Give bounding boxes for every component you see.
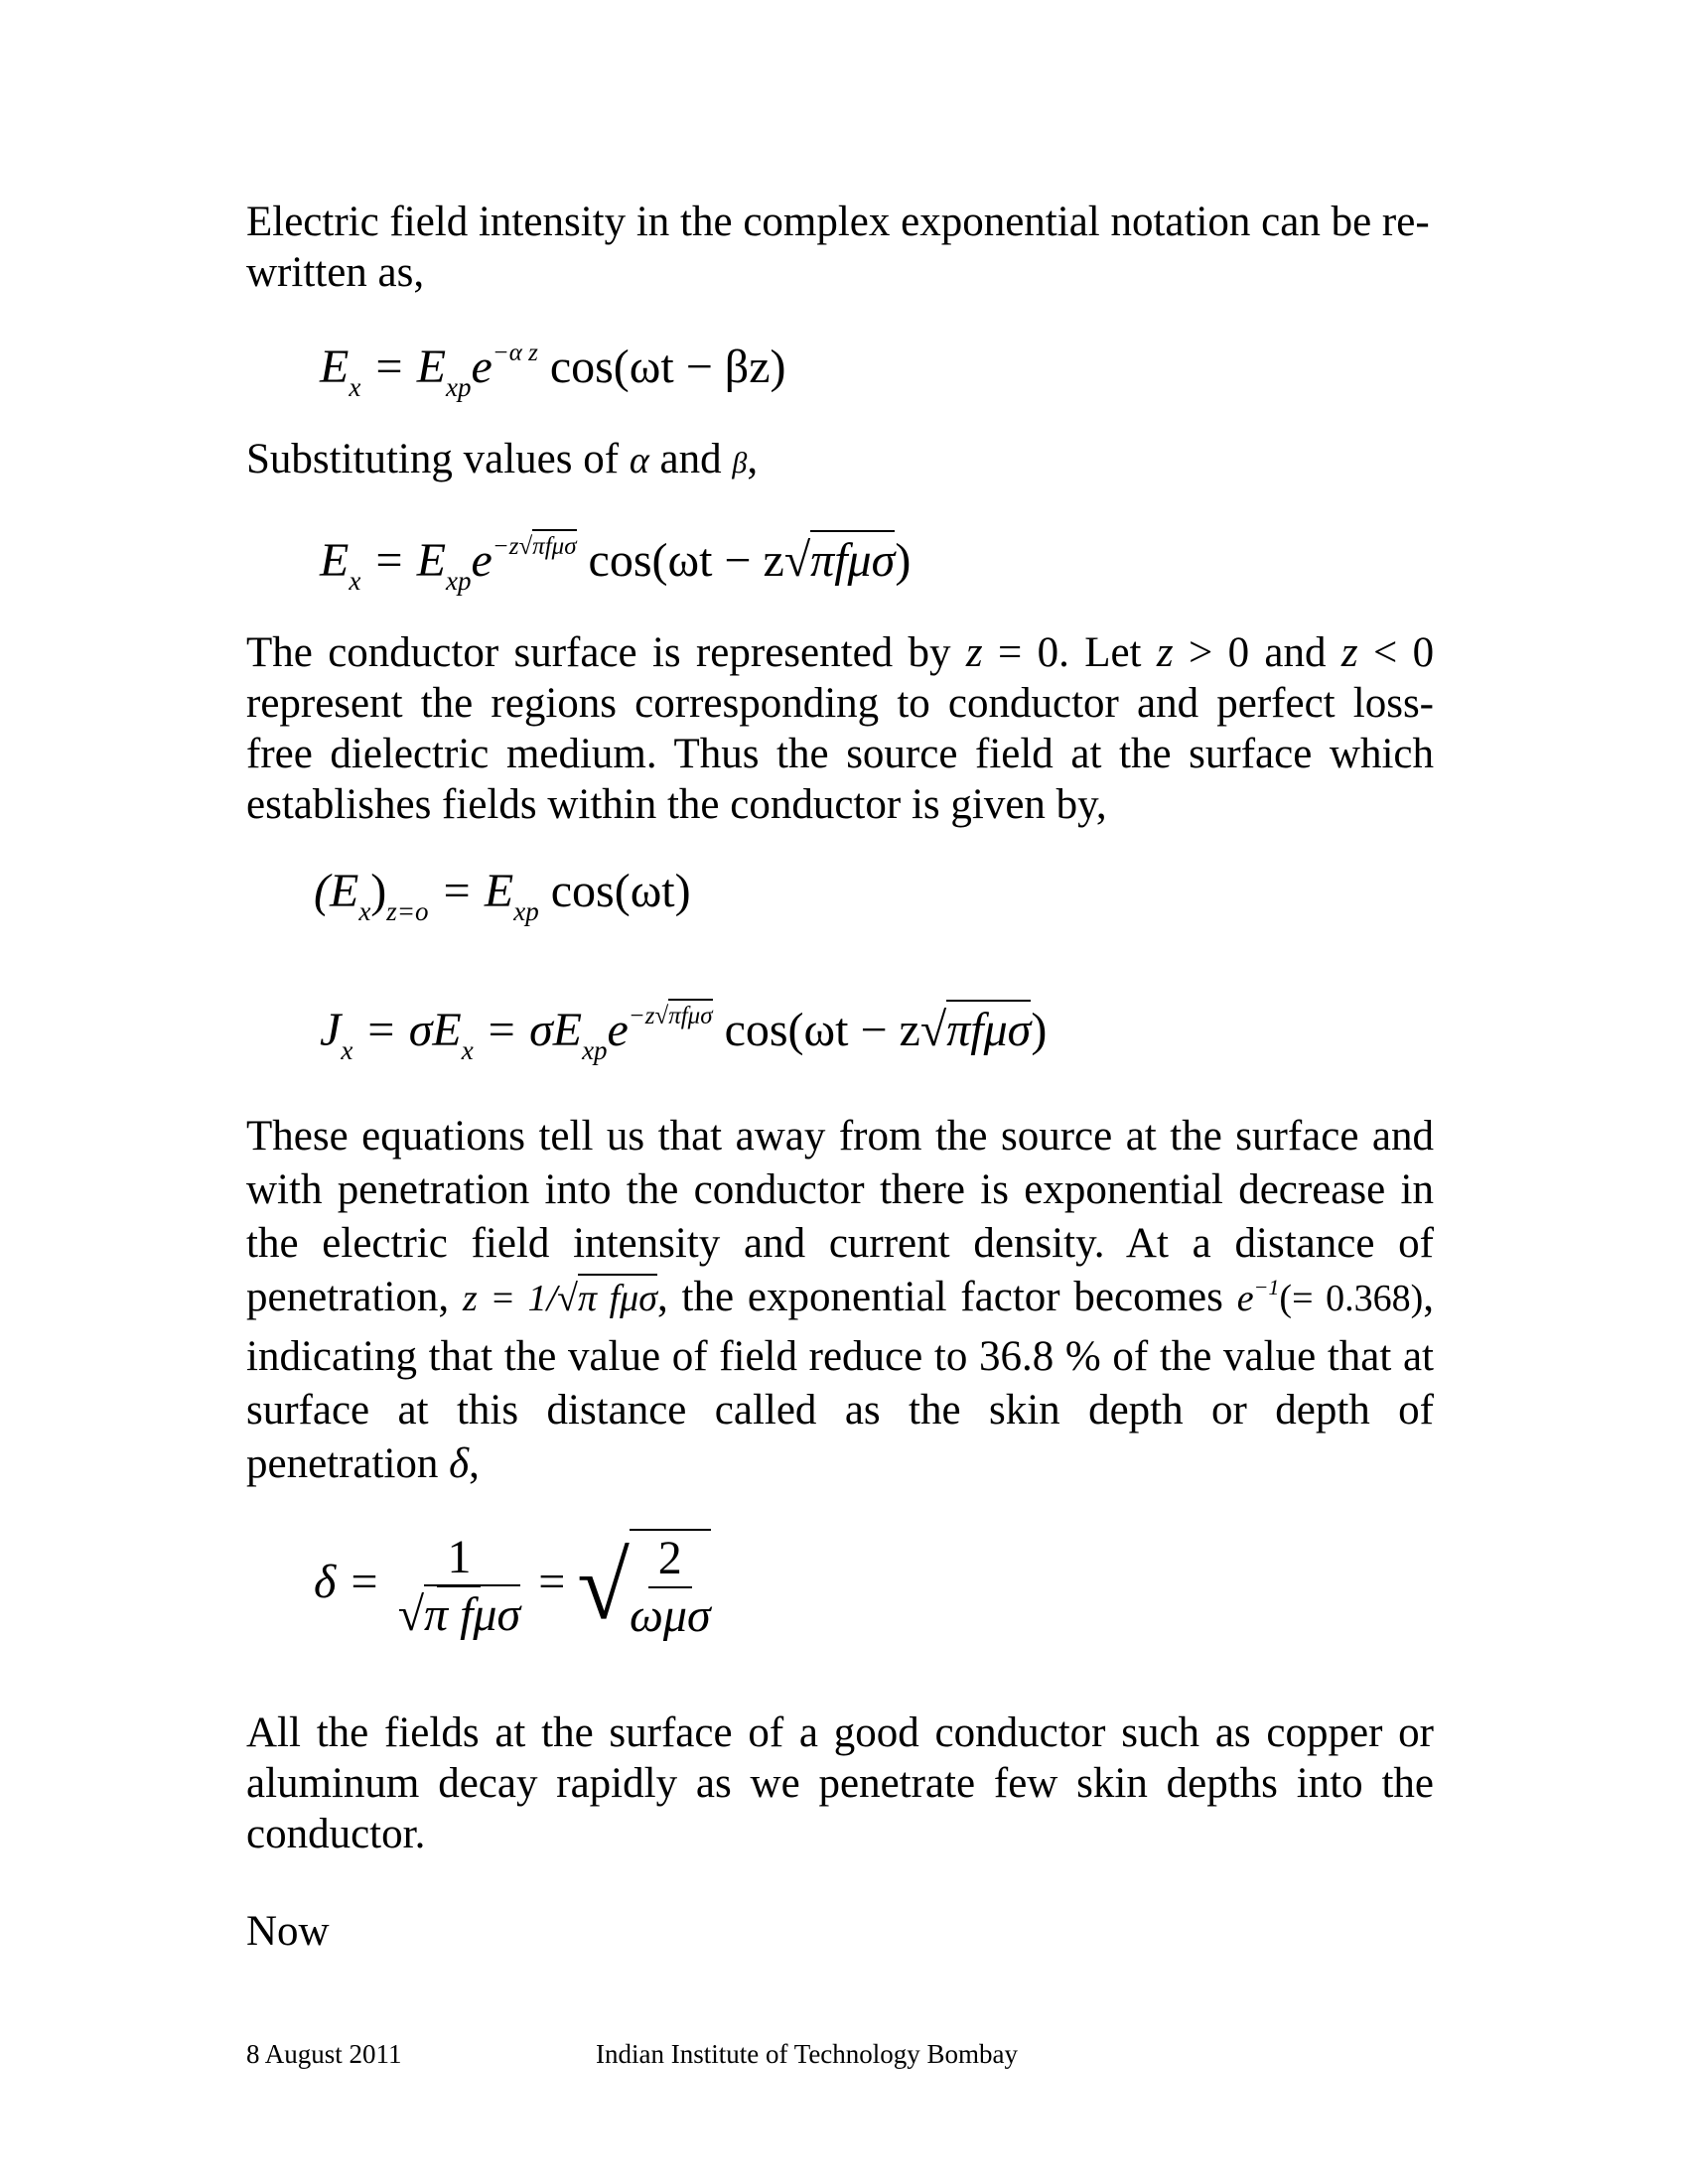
eq4-m2-sub: xp [582, 1035, 608, 1065]
eq2-mid: = E [372, 534, 447, 587]
eq4-lhs-sub: x [341, 1035, 353, 1065]
eq4-exp-radicand: πfμσ [668, 999, 712, 1029]
gt-sign: > [1188, 629, 1213, 676]
z-symbol: z [1340, 629, 1358, 676]
p4-b: , the exponential factor becomes [656, 1274, 1223, 1320]
eq1-base: e [471, 341, 492, 393]
paragraph-conductor-surface [246, 627, 1434, 830]
eq5-lhs: δ = [314, 1556, 380, 1609]
skin-z: z = 1/ [463, 1278, 558, 1319]
eq5-fraction-1 [398, 1530, 521, 1643]
skin-radicand: π fμσ [578, 1274, 657, 1319]
eq5-den2: ωμσ [629, 1589, 711, 1642]
radical-sign: √ [518, 533, 533, 560]
equation-ex-exponential [320, 338, 786, 405]
eq4-tail-pre: cos(ωt − z [724, 1004, 920, 1056]
equation-ex-substituted [320, 531, 911, 599]
p3-c: 0 and [1227, 629, 1327, 676]
z-symbol: z [1156, 629, 1174, 676]
p4-d: , [469, 1440, 480, 1487]
eq4-lhs: J [320, 1004, 342, 1056]
footer-institution: Indian Institute of Technology Bombay [596, 2039, 1019, 2069]
p4-c: , indicating that the value of field reduce to 36.8 % of the value that at surface at this distance called as the skin depth or depth of penetration [246, 1274, 1434, 1487]
p3-a: The conductor surface is represented by [246, 629, 951, 676]
radical-sign-large: √ [577, 1533, 630, 1639]
eq3-mid: = E [440, 865, 514, 917]
p6-text: Now [246, 1908, 330, 1955]
p4-a: These equations tell us that away from the source at the surface and with penetration into the conductor there is exponential decrease in the electric field intensity and current density. At a distance of penetration, [246, 1113, 1434, 1320]
eq3-sub2: z=o [386, 896, 429, 926]
beta-symbol: β [732, 447, 748, 479]
paragraph-intro [246, 197, 1434, 298]
eq2-lhs-sub: x [349, 566, 361, 596]
p2-and: and [659, 436, 722, 482]
p3-b: 0. Let [1037, 629, 1142, 676]
z-symbol: z [965, 629, 983, 676]
eq2-lhs: E [320, 534, 350, 587]
radical-sign: √ [557, 1278, 578, 1319]
paragraph-good-conductor [246, 1707, 1434, 1859]
eq1-exponent: −α z [492, 340, 538, 366]
e-exponent: −1 [1253, 1275, 1280, 1299]
p3-d: 0 represent the regions corresponding to conductor and perfect loss-free dielectric medium. Thus the source field at the surface which establishes fields within the conductor is given by, [246, 629, 1435, 828]
radical-sign: √ [654, 1003, 669, 1029]
alpha-symbol: α [629, 440, 649, 481]
eq2-tail-post: ) [895, 534, 912, 587]
eq5-num1: 1 [437, 1530, 481, 1587]
eq2-base: e [471, 534, 492, 587]
eq4-tail-post: ) [1031, 1004, 1048, 1056]
eq4-tail-radicand: πfμσ [946, 1000, 1031, 1056]
eq2-tail-radicand: πfμσ [810, 530, 895, 587]
lt-sign: < [1372, 629, 1398, 676]
eq4-m1: = σE [364, 1004, 462, 1056]
p5-text: All the fields at the surface of a good conductor such as copper or aluminum decay rapidly as we penetrate few skin depths into the conductor. [246, 1709, 1434, 1857]
eq4-m1-sub: x [461, 1035, 474, 1065]
eq5-fraction-2 [630, 1529, 711, 1644]
equation-current-density [320, 1001, 1047, 1068]
eq4-base: e [607, 1004, 629, 1056]
radical-sign: √ [919, 1004, 947, 1056]
eq-sign: = [997, 629, 1023, 676]
eq3-mid-sub: xp [513, 896, 539, 926]
eq2-tail-pre: cos(ωt − z [588, 534, 784, 587]
eq1-mid: = E [372, 341, 447, 393]
footer-date: 8 August 2011 [246, 2039, 402, 2069]
eq1-tail: cos(ωt − βz) [549, 341, 786, 393]
radical-sign: √ [783, 534, 811, 587]
eq5-num2: 2 [648, 1531, 692, 1588]
eq3-close: ) [370, 865, 387, 917]
p2-prefix: Substituting values of [246, 436, 620, 482]
eq2-exp-radicand: πfμσ [532, 529, 576, 560]
eq1-mid-sub: xp [446, 372, 472, 402]
eq3-tail: cos(ωt) [550, 865, 691, 917]
e-value: (= 0.368) [1279, 1278, 1424, 1319]
intro-text: Electric field intensity in the complex exponential notation can be re-written as, [246, 199, 1430, 296]
eq5-den1: π fμσ [424, 1584, 520, 1641]
eq2-exp-pre: −z [492, 533, 519, 560]
e-base: e [1236, 1278, 1254, 1319]
equation-ex-at-surface [314, 862, 691, 927]
eq3-open: (E [314, 865, 359, 917]
eq4-exp-pre: −z [628, 1003, 655, 1029]
eq1-lhs: E [320, 341, 350, 393]
paragraph-penetration [246, 1110, 1434, 1491]
eq4-m2: = σE [485, 1004, 583, 1056]
radical-sign: √ [397, 1588, 425, 1641]
delta-symbol: δ [449, 1440, 470, 1487]
p2-suffix: , [747, 436, 759, 482]
paragraph-substituting [246, 434, 1434, 488]
eq2-mid-sub: xp [446, 566, 472, 596]
eq3-sub1: x [358, 896, 371, 926]
paragraph-now [246, 1906, 1434, 1957]
eq5-eq: = [538, 1556, 566, 1609]
eq1-lhs-sub: x [349, 372, 361, 402]
equation-skin-depth [314, 1529, 717, 1644]
